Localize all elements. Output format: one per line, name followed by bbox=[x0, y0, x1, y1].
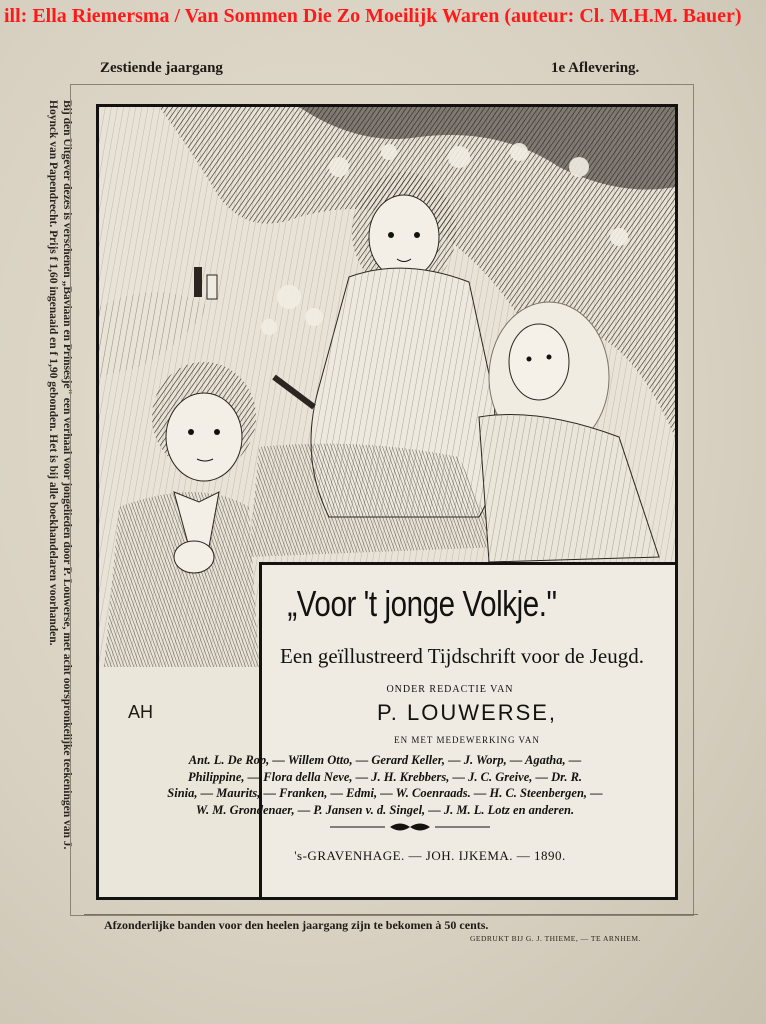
magazine-title: „Voor 't jonge Volkje." bbox=[287, 583, 557, 624]
publisher-imprint: 's-GRAVENHAGE. — JOH. IJKEMA. — 1890. bbox=[294, 848, 566, 863]
side-advertisement: Bij den Uitgever dezes is verschenen „Baviaan en Prinsesje" een verhaal voor jongelieden door P. Louwerse, met acht oorspronkelijke teekeningen van J. Hoynck van Papendrecht. Prijs f 1,60 ingenaaid en f 1,90 gebonden. Het is bij alle boekhandelaren voorhanden. bbox=[47, 100, 73, 850]
image-caption: ill: Ella Riemersma / Van Sommen Die Zo Moeilijk Waren (auteur: Cl. M.H.M. Bauer) bbox=[4, 5, 742, 27]
issue-label: 1e Aflevering. bbox=[551, 60, 640, 76]
volume-label: Zestiende jaargang bbox=[100, 60, 223, 76]
binding-note: Afzonderlijke banden voor den heelen jaargang zijn te bekomen à 50 cents. bbox=[104, 918, 489, 932]
contributors-line: W. M. Grondenaer, — P. Jansen v. d. Singel, — J. M. L. Lotz en anderen. bbox=[195, 802, 575, 817]
editor-name: P. LOUWERSE, bbox=[376, 700, 558, 725]
collaboration-label: EN MET MEDEWERKING VAN bbox=[394, 735, 540, 745]
contributors-line: Ant. L. De Rop, — Willem Otto, — Gerard Keller, — J. Worp, — Agatha, — bbox=[188, 753, 582, 767]
contributors-list bbox=[110, 752, 660, 818]
ornament-divider bbox=[330, 820, 490, 834]
contributors-line: Philippine, — Flora della Neve, — J. H. Krebbers, — J. C. Greive, — Dr. R. bbox=[187, 769, 583, 784]
editorship-label: ONDER REDACTIE VAN bbox=[386, 684, 514, 695]
contributors-line: Sinia, — Maurits, — Franken, — Edmi, — W. Coenraads. — H. C. Steenbergen, — bbox=[167, 786, 603, 800]
artist-monogram: AH bbox=[128, 702, 154, 722]
printer-credit: GEDRUKT BIJ G. J. THIEME, — TE ARNHEM. bbox=[470, 934, 641, 943]
footer-rule bbox=[84, 914, 698, 915]
magazine-subtitle: Een geïllustreerd Tijdschrift voor de Jeugd. bbox=[280, 644, 644, 668]
